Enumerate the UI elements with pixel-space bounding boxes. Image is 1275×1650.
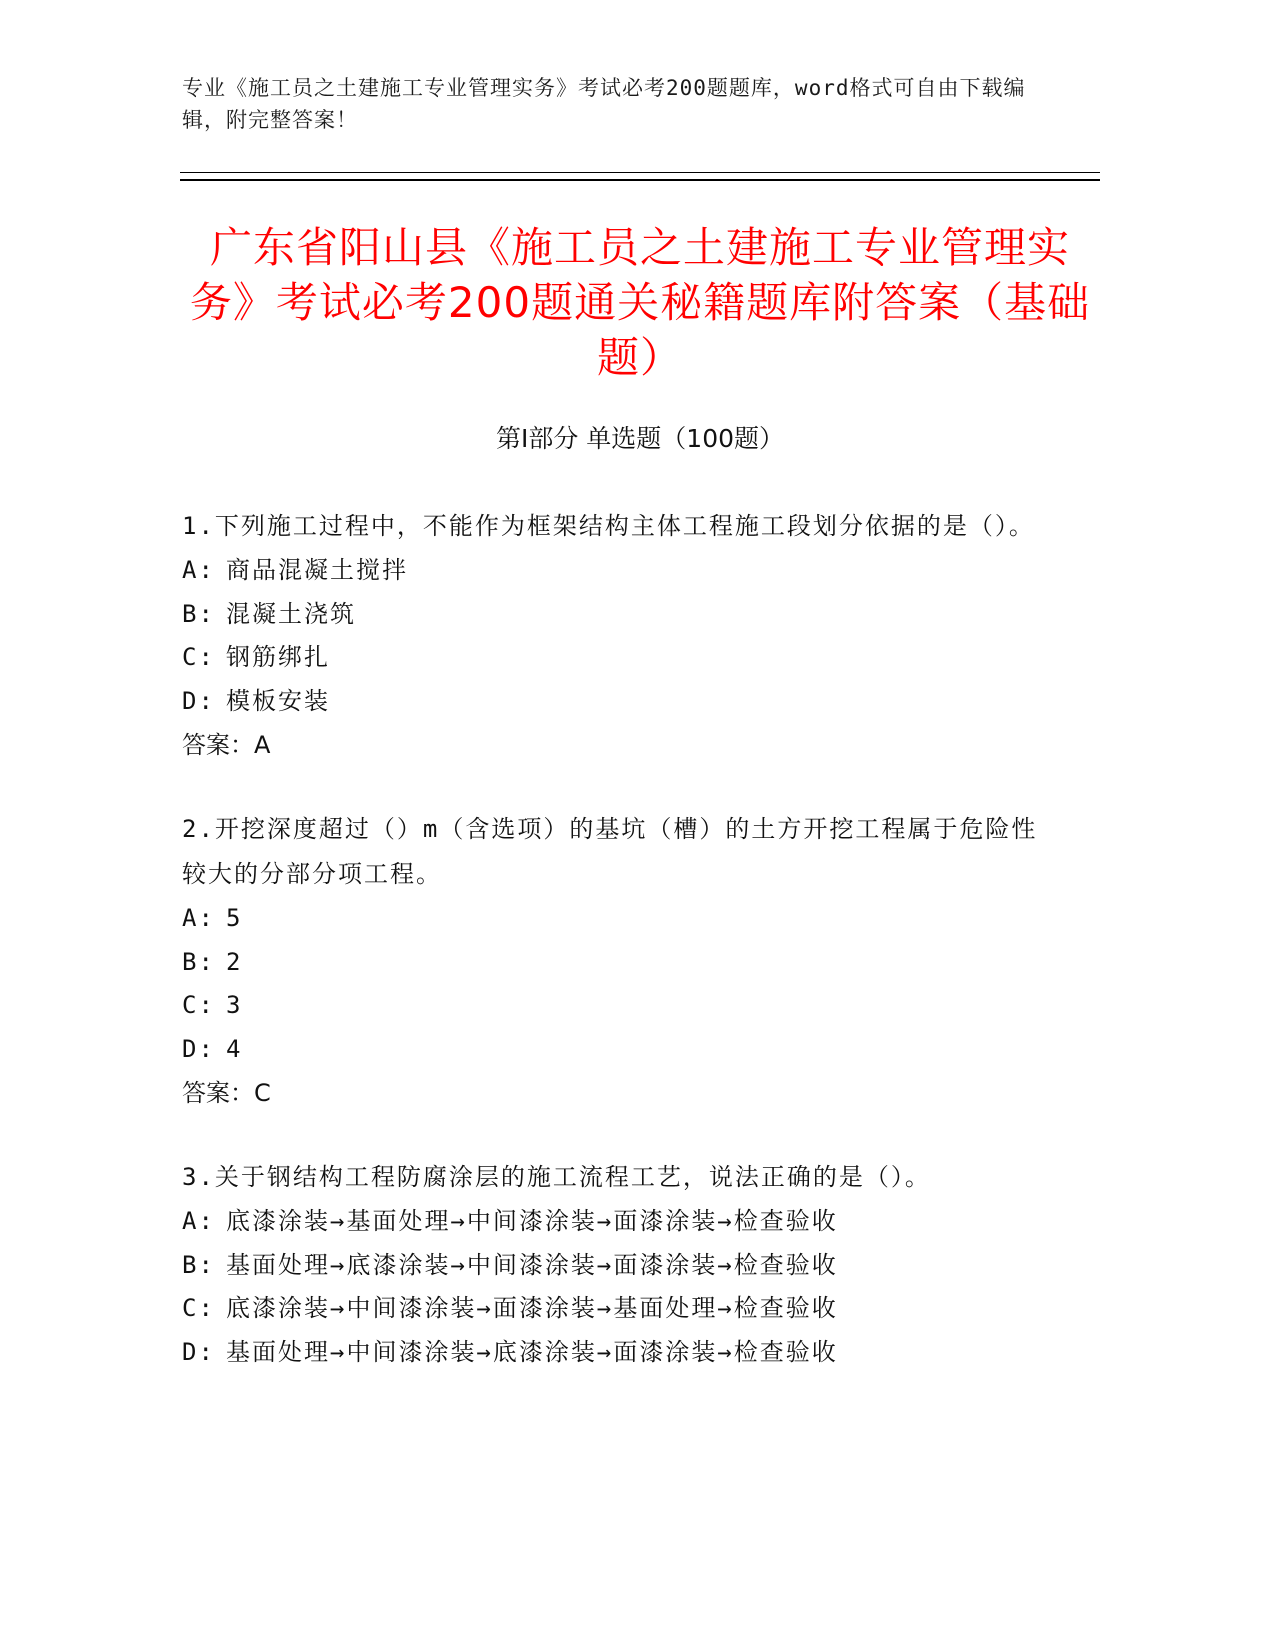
answer-line: 答案：C [182,1079,271,1107]
option-text: 底漆涂装→基面处理→中间漆涂装→面漆涂装→检查验收 [226,1207,838,1235]
section-title: 第I部分 单选题（100题） [495,424,785,453]
question-3 [182,1155,1062,1374]
question-2 [182,807,1062,1115]
option-letter: C: [182,1294,215,1322]
option-letter: A: [182,904,215,932]
option-text: 4 [226,1034,243,1063]
option-d [182,1331,1062,1375]
option-text: 3 [226,991,243,1019]
option-a [182,549,1062,593]
option-b [182,941,1062,985]
option-d [182,1028,1062,1072]
option-text: 模板安装 [226,686,330,715]
option-letter: B: [182,1250,215,1279]
option-a [182,897,1062,941]
option-c [182,636,1062,680]
option-text: 基面处理→中间漆涂装→底漆涂装→面漆涂装→检查验收 [226,1337,838,1366]
option-letter: A: [182,1207,215,1235]
answer-line: 答案：A [182,731,271,759]
option-text: 混凝土浇筑 [226,599,356,628]
document-title: 广东省阳山县《施工员之土建施工专业管理实务》考试必考200题通关秘籍题库附答案（基础题） [189,223,1091,382]
option-c [182,1287,1062,1331]
option-letter: B: [182,947,215,976]
option-text: 钢筋绑扎 [226,643,330,671]
option-letter: D: [182,1034,215,1063]
option-letter: D: [182,1337,215,1366]
option-a [182,1200,1062,1244]
option-text: 基面处理→底漆涂装→中间漆涂装→面漆涂装→检查验收 [226,1250,838,1279]
option-letter: D: [182,686,215,715]
option-d [182,680,1062,724]
option-text: 商品混凝土搅拌 [226,556,408,584]
option-text: 2 [226,947,243,976]
question-stem: 3.关于钢结构工程防腐涂层的施工流程工艺，说法正确的是（）。 [182,1163,931,1191]
header-divider-thin [180,172,1100,173]
question-stem: 2.开挖深度超过（）m（含选项）的基坑（槽）的土方开挖工程属于危险性较大的分部分项工程。 [182,815,1038,888]
header-divider-thick [180,179,1100,181]
question-stem: 1.下列施工过程中，不能作为框架结构主体工程施工段划分依据的是（）。 [182,512,1035,540]
option-letter: B: [182,599,215,628]
option-letter: C: [182,643,215,671]
option-letter: C: [182,991,215,1019]
option-letter: A: [182,556,215,584]
option-b [182,593,1062,637]
question-1 [182,504,1062,767]
header-note: 专业《施工员之土建施工专业管理实务》考试必考200题题库，word格式可自由下载编辑，附完整答案！ [182,76,1026,132]
option-b [182,1244,1062,1288]
option-c [182,984,1062,1028]
question-list [182,504,1062,1414]
option-text: 5 [226,904,243,932]
option-text: 底漆涂装→中间漆涂装→面漆涂装→基面处理→检查验收 [226,1294,838,1322]
